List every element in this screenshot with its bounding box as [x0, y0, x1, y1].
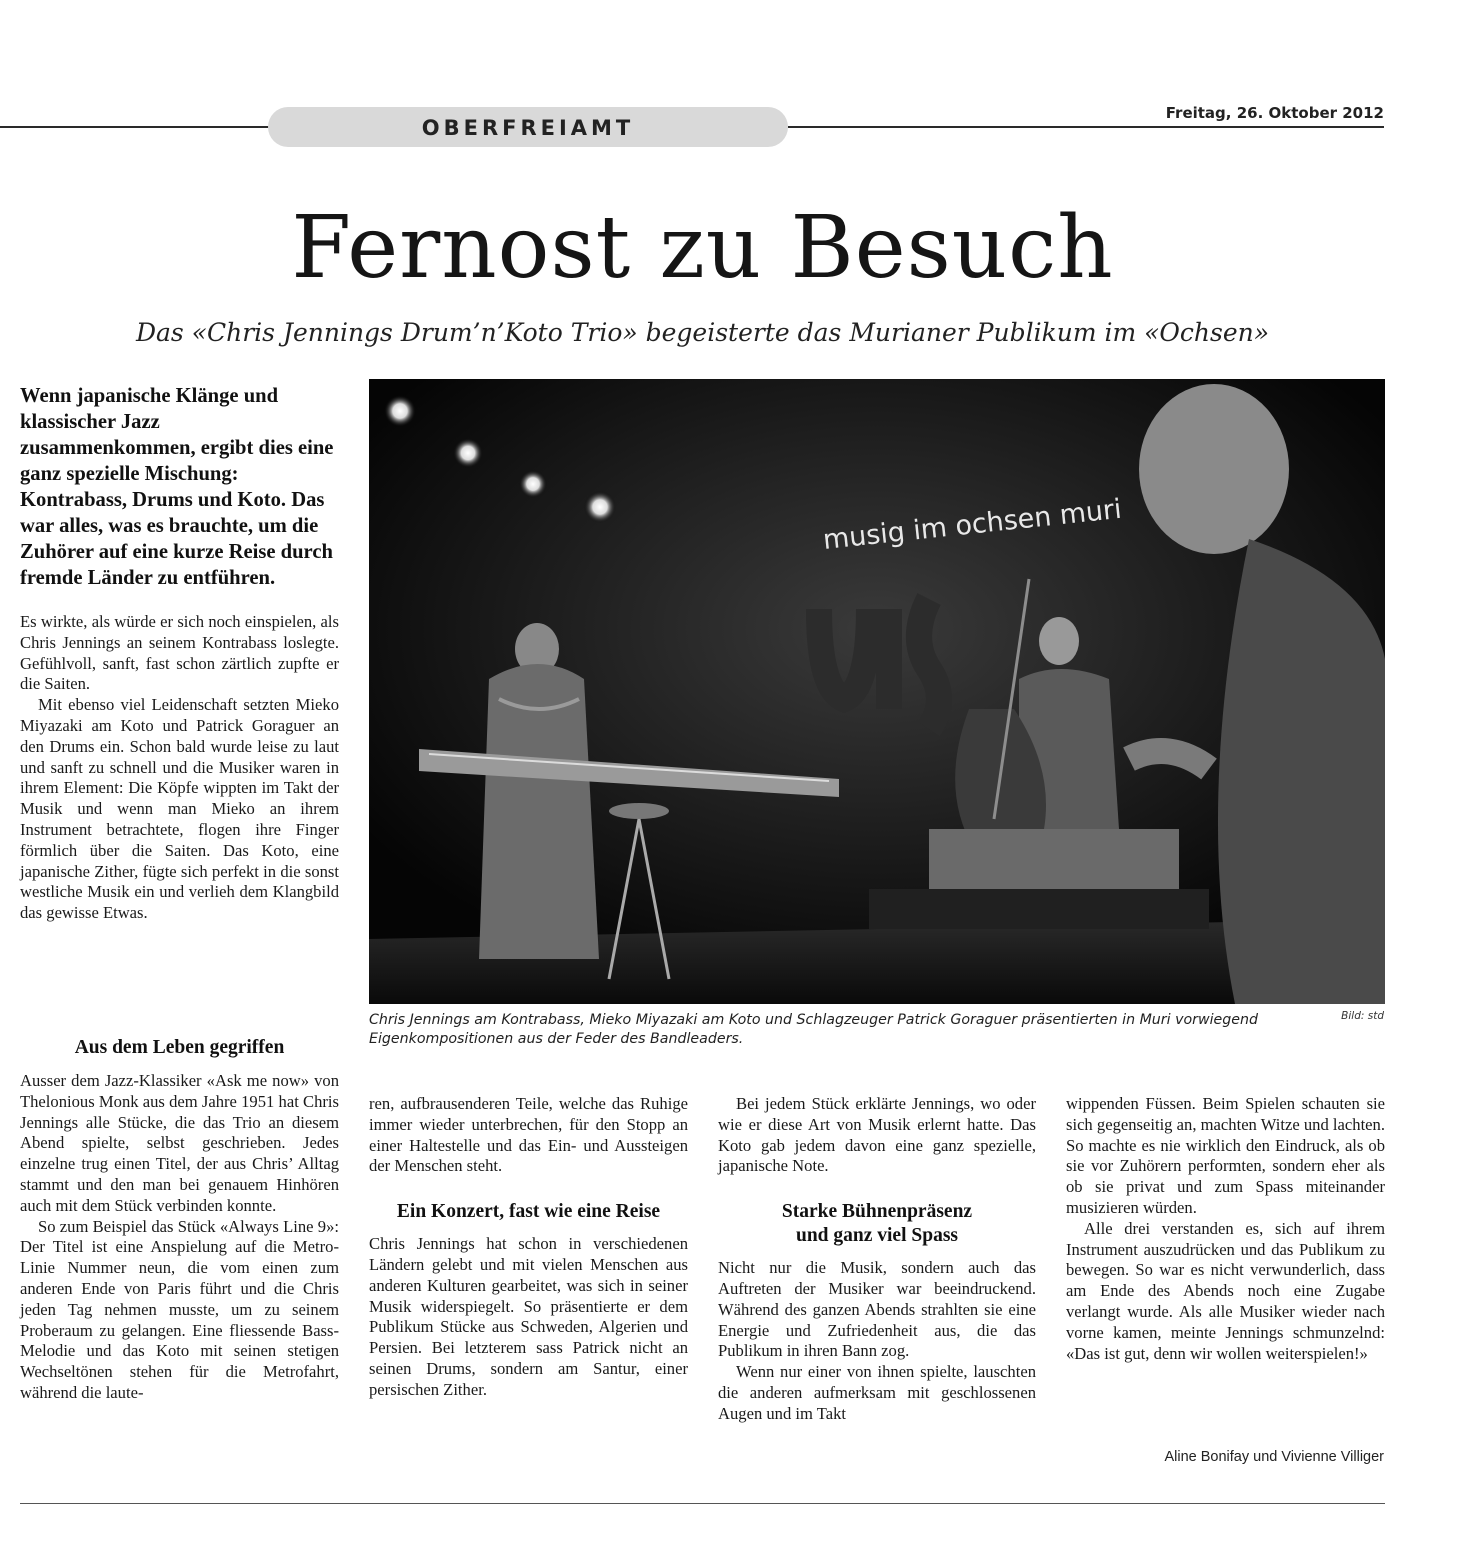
lead-paragraph: Wenn japanische Klänge und klassischer Jazz zusammenkommen, ergibt dies eine ganz spezielle Mischung: Kontrabass, Drums und Koto. Das war alles, was es brauchte, um die Zuhörer auf eine kurze Reise durch fremde Länder zu entführen. — [20, 385, 334, 589]
paragraph: Alle drei verstanden es, sich auf ihrem Instrument auszudrücken und das Publikum zu bewegen. So war es nicht verwunderlich, dass am Ende des Abends noch eine Zugabe verlangt wurde. Als alle Musiker wieder nach vorne kamen, meinte Jennings schmunzelnd: «Das ist gut, denn wir wollen weiterspielen!» — [1066, 1218, 1385, 1363]
paragraph: Bei jedem Stück erklärte Jennings, wo oder wie er diese Art von Musik erlernt hatte. Das Koto gab jedem davon eine ganz spezielle, japanische Note. — [718, 1094, 1036, 1176]
paragraph: So zum Beispiel das Stück «Always Line 9»: Der Titel ist eine Anspielung auf die Metro-Linie Nummer neun, die vom einen zum anderen Ende von Paris führt und die Chris jeden Tag nehmen musste, um zu seinem Proberaum zu gelangen. Eine fliessende Bass-Melodie und das Koto mit seinen stetigen Wechseltönen stehen für die Metrofahrt, während die laute- — [20, 1216, 339, 1402]
paragraph: Es wirkte, als würde er sich noch einspielen, als Chris Jennings an seinem Kontrabass loslegte. Gefühlvoll, sanft, fast schon zärtlich zupfte er die Saiten. — [20, 612, 339, 694]
paragraph: wippenden Füssen. Beim Spielen schauten sie sich gegenseitig an, machten Witze und lachten. So machte es nie wirklich den Eindruck, als ob sie vor Zuhörern performten, sondern eher als ob sie privat und zum Spass miteinander musizieren würden. — [1066, 1094, 1385, 1217]
subheading-line-1: Starke Bühnenpräsenz — [781, 1201, 973, 1223]
wall-sign-text: musig im ochsen muri — [821, 493, 1124, 556]
header-rule-right — [788, 126, 1384, 128]
subheadline: Das «Chris Jennings Drum’n’Koto Trio» begeisterte das Murianer Publikum im «Ochsen» — [135, 318, 1270, 347]
photo-credit: Bild: std — [1341, 1010, 1384, 1022]
issue-date: Freitag, 26. Oktober 2012 — [1165, 104, 1384, 122]
section-label: OBERFREIAMT — [268, 107, 788, 147]
bottom-rule — [20, 1503, 1385, 1504]
subheading: Aus dem Leben gegriffen — [74, 1037, 285, 1058]
subheading: Ein Konzert, fast wie eine Reise — [396, 1201, 661, 1223]
paragraph: Mit ebenso viel Leidenschaft setzten Mieko Miyazaki am Koto und Patrick Goraguer an den Drums ein. Schon bald wurde leise zu laut und sanft zu schnell und die Musiker waren in ihrem Element: Die Köpfe wippten im Takt der Musik und wenn man Mieko an ihrem Instrument betrachtete, flogen ihre Finger förmlich über die Saiten. Das Koto, eine japanische Zither, fügte sich perfekt in die sonst westliche Musik ein und verlieh dem Klangbild das gewisse Etwas. — [20, 695, 339, 923]
column-3 — [718, 1094, 1036, 1425]
column-2 — [369, 1094, 688, 1401]
headline: Fernost zu Besuch — [291, 198, 1114, 298]
paragraph: Nicht nur die Musik, sondern auch das Auftreten der Musiker war beeindruckend. Während des ganzen Abends strahlten sie eine Energie und Zufriedenheit aus, die das Publikum in ihren Bann zog. — [718, 1258, 1036, 1361]
paragraph: Ausser dem Jazz-Klassiker «Ask me now» von Thelonious Monk aus dem Jahre 1951 hat Chris Jennings alle Stücke, die das Trio an diesem Abend spielte, selbst geschrieben. Jedes einzelne trug einen Titel, der aus Chris’ Alltag stammt und den man bei genauem Hinhören auch mit dem Stück verbinden konnte. — [20, 1071, 339, 1215]
column-1-bottom — [20, 1071, 339, 1404]
column-1-top — [20, 612, 339, 924]
paragraph: ren, aufbrausenderen Teile, welche das Ruhige immer wieder unterbrechen, für den Stopp an einer Haltestelle und das Ein- und Aussteigen der Menschen steht. — [369, 1094, 688, 1176]
column-4 — [1066, 1094, 1385, 1364]
byline: Aline Bonifay und Vivienne Villiger — [1164, 1449, 1384, 1465]
subheading-line-2: und ganz viel Spass — [795, 1225, 959, 1247]
column-1-subhead-wrapper — [20, 1036, 339, 1060]
paragraph: Wenn nur einer von ihnen spielte, lauschten die anderen aufmerksam mit geschlossenen Augen und im Takt — [718, 1362, 1036, 1423]
paragraph: Chris Jennings hat schon in verschiedenen Ländern gelebt und mit vielen Menschen aus anderen Kulturen gearbeitet, was sich in seiner Musik widerspiegelt. So präsentierte er dem Publikum Stücke aus Schweden, Algerien und Persien. Bei letzterem sass Patrick nicht an seinen Drums, sondern am Santur, einer persischen Zither. — [369, 1234, 688, 1399]
concert-photo — [369, 379, 1385, 1004]
photo-caption: Chris Jennings am Kontrabass, Mieko Miyazaki am Koto und Schlagzeuger Patrick Goraguer präsentierten in Muri vorwiegend Eigenkompositionen aus der Feder des Bandleaders. — [369, 1012, 1258, 1047]
header-rule-left — [0, 126, 270, 128]
